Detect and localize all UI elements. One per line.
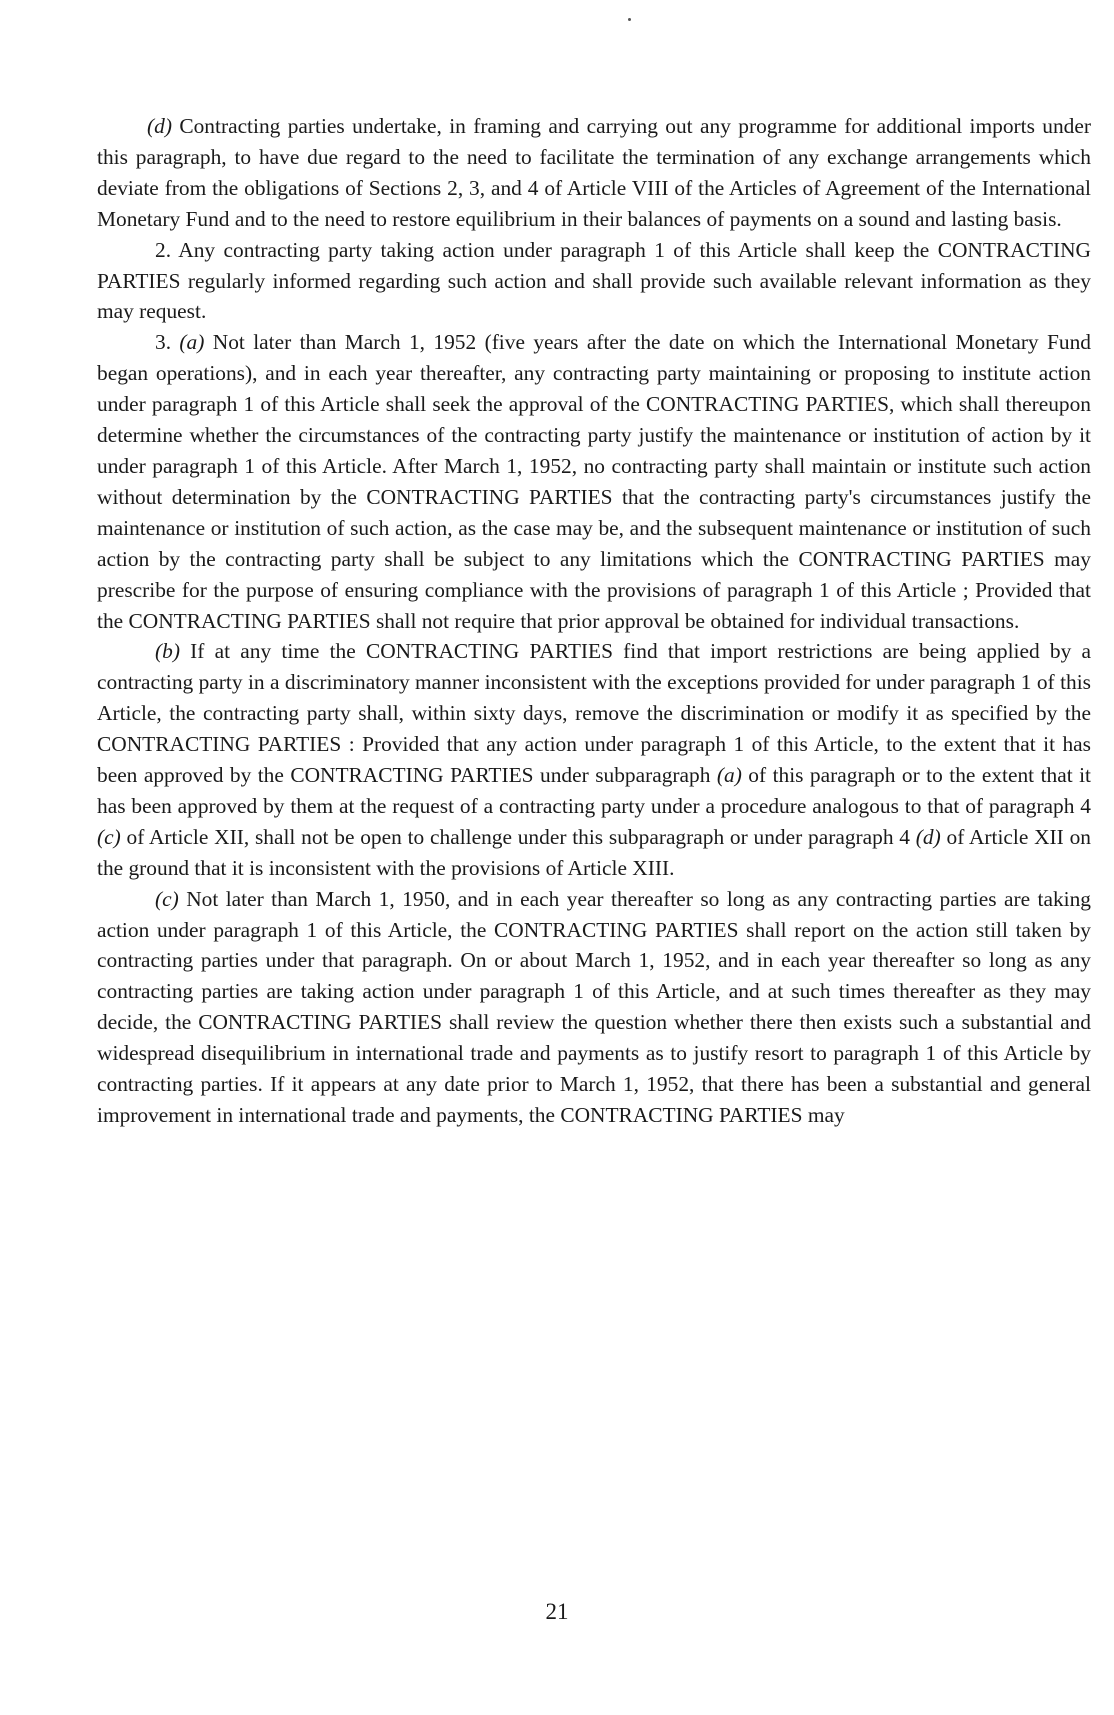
inline-reference-marker: (a) (716, 763, 742, 788)
subparagraph-marker: (c) (155, 886, 179, 911)
paragraph-3c (97, 884, 1091, 1131)
paragraph-1d (97, 111, 1091, 235)
page-number: 21 (545, 1599, 569, 1624)
inline-reference-marker: (d) (915, 824, 941, 849)
paragraph-text: Not later than March 1, 1952 (five years after the date on which the International Monetary Fund began operations), and in each year thereafter, any contracting party maintaining or proposing to institute action under paragraph 1 of this Article shall seek the approval of the CONTRACTING PARTIES, which shall thereupon determine whether the circumstances of the contracting party justify the maintenance or institution of action by it under paragraph 1 of this Article. After March 1, 1952, no contracting party shall maintain or institute such action without determination by the CONTRACTING PARTIES that the contracting party's circumstances justify the maintenance or institution of such action, as the case may be, and the subsequent maintenance or institution of such action by the contracting party shall be subject to any limitations which the CONTRACTING PARTIES may prescribe for the purpose of ensuring compliance with the provisions of paragraph 1 of this Article ; Provided that the CONTRACTING PARTIES shall not require that prior approval be obtained for individual transactions. (97, 330, 1091, 633)
paragraph-text: Not later than March 1, 1950, and in each year thereafter so long as any contracting parties are taking action under paragraph 1 of this Article, the CONTRACTING PARTIES shall report on the action still taken by contracting parties under that paragraph. On or about March 1, 1952, and in each year thereafter so long as any contracting parties are taking action under paragraph 1 of this Article, and at such times thereafter as they may decide, the CONTRACTING PARTIES shall review the question whether there then exists such a substantial and widespread disequilibrium in international trade and payments as to justify resort to paragraph 1 of this Article by contracting parties. If it appears at any date prior to March 1, 1952, that there has been a substantial and general improvement in international trade and payments, the CONTRACTING PARTIES may (97, 886, 1091, 1127)
document-body (97, 111, 1091, 1131)
stray-mark (628, 18, 631, 21)
paragraph-text: 2. Any contracting party taking action under paragraph 1 of this Article shall keep the CONTRACTING PARTIES regularly informed regarding such action and shall provide such available relevant information as they may request. (97, 237, 1091, 324)
paragraph-text: of Article XII on the ground that it is inconsistent with the provisions of Article XIII. (97, 824, 1091, 880)
paragraph-text: of this paragraph or to the extent that it has been approved by them at the request of a contracting party under a procedure analogous to that of paragraph 4 (97, 763, 1091, 818)
paragraph-text: of Article XII, shall not be open to challenge under this subparagraph or under paragraph 4 (120, 824, 916, 849)
paragraph-text: If at any time the CONTRACTING PARTIES find that import restrictions are being applied by a contracting party in a discriminatory manner inconsistent with the exceptions provided for under paragraph 1 of this Article, the contracting party shall, within sixty days, remove the discrimination or modify it as specified by the CONTRACTING PARTIES : Provided that any action under paragraph 1 of this Article, to the extent that it has been approved by the CONTRACTING PARTIES under subparagraph (97, 639, 1091, 788)
inline-reference-marker: (c) (97, 824, 121, 849)
subparagraph-marker: (a) (179, 330, 205, 355)
subparagraph-marker: (b) (155, 639, 180, 664)
paragraph-3a (97, 327, 1091, 636)
paragraph-2 (97, 235, 1091, 328)
subparagraph-marker: (d) (147, 114, 172, 138)
paragraph-3b (97, 636, 1091, 883)
paragraph-text: Contracting parties undertake, in framing and carrying out any programme for additional imports under this paragraph, to have due regard to the need to facilitate the termination of any exchange arrangements which deviate from the obligations of Sections 2, 3, and 4 of Article VIII of the Articles of Agreement of the International Monetary Fund and to the need to restore equilibrium in their balances of payments on a sound and lasting basis. (97, 114, 1091, 231)
paragraph-number: 3. (155, 330, 180, 355)
